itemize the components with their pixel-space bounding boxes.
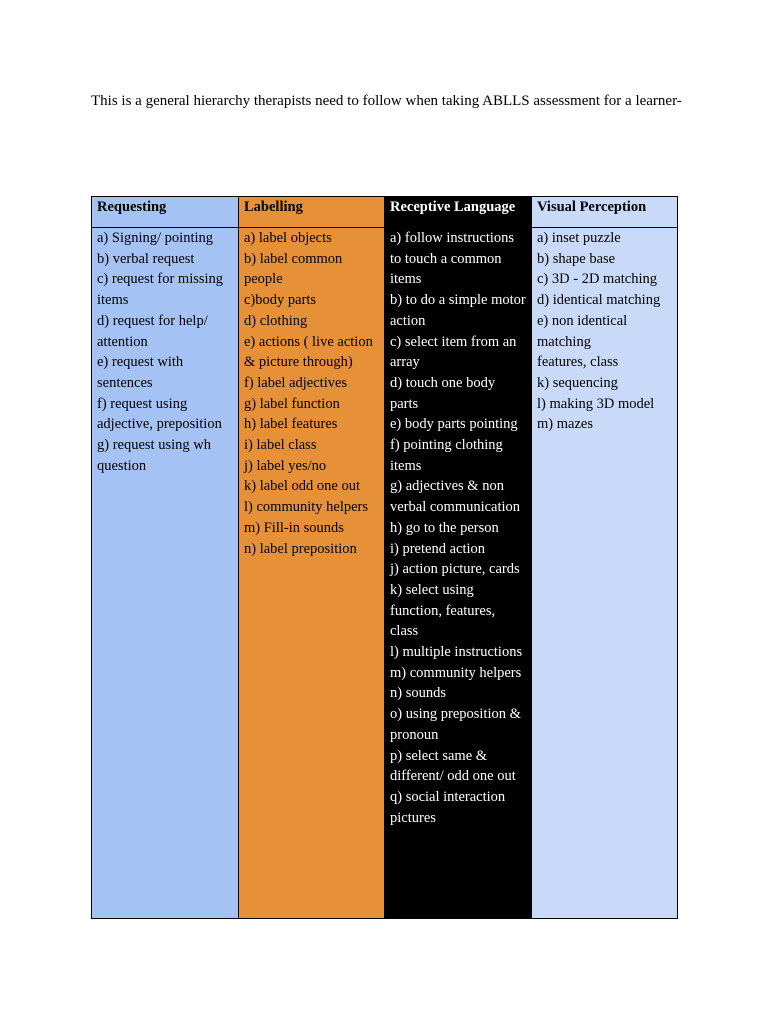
column-receptive-language-items bbox=[385, 228, 532, 919]
list-item: e) request with sentences bbox=[97, 354, 184, 391]
list-item: m) mazes bbox=[537, 416, 593, 433]
list-item: n) sounds bbox=[390, 685, 446, 702]
list-item: b) shape base bbox=[537, 250, 616, 267]
header-row bbox=[92, 197, 678, 228]
header-cell-visual-perception: Visual Perception bbox=[532, 197, 678, 228]
list-item: d) clothing bbox=[244, 312, 308, 329]
list-item: d) request for help/ attention bbox=[97, 312, 208, 350]
list-item: d) touch one body parts bbox=[390, 374, 496, 412]
list-item: m) Fill-in sounds bbox=[244, 519, 344, 536]
list-item: features, class bbox=[537, 354, 619, 371]
list-item: l) making 3D model bbox=[537, 395, 655, 412]
list-item: p) select same & different/ odd one out bbox=[390, 747, 516, 785]
list-item: e) non identical matching bbox=[537, 312, 628, 350]
column-requesting-items bbox=[92, 228, 239, 919]
header-cell-labelling: Labelling bbox=[239, 197, 385, 228]
list-item: a) follow instructions to touch a common items bbox=[390, 230, 515, 288]
column-labelling-items bbox=[239, 228, 385, 919]
list-item: c) 3D - 2D matching bbox=[537, 271, 657, 288]
list-item: c) select item from an array bbox=[390, 333, 517, 371]
list-item: f) pointing clothing items bbox=[390, 437, 503, 474]
list-item: e) body parts pointing bbox=[390, 416, 518, 433]
list-item: g) request using wh question bbox=[97, 437, 211, 474]
intro-paragraph: This is a general hierarchy therapists need to follow when taking ABLLS assessment for a learner- bbox=[91, 93, 682, 109]
list-item: l) community helpers bbox=[244, 499, 369, 516]
list-item: a) inset puzzle bbox=[537, 230, 621, 246]
list-item: i) pretend action bbox=[390, 540, 486, 557]
list-item: m) community helpers bbox=[390, 664, 522, 681]
list-item: o) using preposition & pronoun bbox=[390, 706, 521, 743]
list-item: a) label objects bbox=[244, 230, 332, 246]
list-item: b) to do a simple motor action bbox=[390, 292, 526, 329]
list-item: h) label features bbox=[244, 416, 338, 433]
header-cell-requesting: Requesting bbox=[92, 197, 239, 228]
list-item: n) label preposition bbox=[244, 540, 357, 557]
list-item: g) adjectives & non verbal communication bbox=[390, 478, 521, 516]
column-visual-perception-items bbox=[532, 228, 678, 919]
list-item: h) go to the person bbox=[390, 519, 499, 536]
list-item: k) sequencing bbox=[537, 374, 618, 391]
list-item: a) Signing/ pointing bbox=[97, 230, 213, 246]
hierarchy-table bbox=[91, 196, 678, 919]
header-cell-receptive-language: Receptive Language bbox=[385, 197, 532, 228]
list-item: e) actions ( live action & picture through) bbox=[244, 333, 373, 371]
list-item: i) label class bbox=[244, 437, 317, 454]
list-item: c) request for missing items bbox=[97, 271, 224, 309]
list-item: q) social interaction pictures bbox=[390, 788, 506, 826]
list-item: c)body parts bbox=[244, 292, 317, 309]
body-row bbox=[92, 228, 678, 919]
list-item: f) request using adjective, preposition bbox=[97, 395, 222, 433]
list-item: g) label function bbox=[244, 395, 340, 412]
list-item: d) identical matching bbox=[537, 292, 661, 309]
list-item: b) label common people bbox=[244, 250, 343, 288]
list-item: l) multiple instructions bbox=[390, 644, 523, 661]
list-item: j) label yes/no bbox=[244, 457, 327, 474]
list-item: k) label odd one out bbox=[244, 478, 360, 495]
list-item: j) action picture, cards bbox=[390, 561, 520, 578]
list-item: k) select using function, features, class bbox=[390, 581, 496, 640]
list-item: b) verbal request bbox=[97, 250, 195, 267]
list-item: f) label adjectives bbox=[244, 374, 348, 391]
